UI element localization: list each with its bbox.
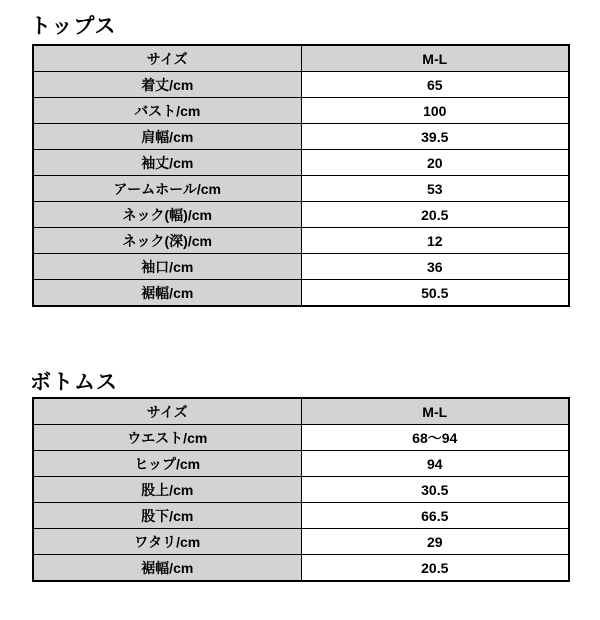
size-column-header: サイズ <box>33 45 301 72</box>
measure-value-cell: 39.5 <box>301 124 569 150</box>
section-title-bottoms: ボトムス <box>30 371 118 394</box>
measure-value-cell: 68～94 <box>301 425 569 451</box>
size-column-header: サイズ <box>33 398 301 425</box>
measure-value-cell: 30.5 <box>301 477 569 503</box>
table-row <box>33 72 569 98</box>
table-row <box>33 98 569 124</box>
tops-size-table <box>32 44 570 307</box>
measure-label-cell: 着丈/cm <box>33 72 301 98</box>
measure-value-cell: 53 <box>301 176 569 202</box>
measure-label-cell: ネック(幅)/cm <box>33 202 301 228</box>
table-row <box>33 150 569 176</box>
table-row <box>33 555 569 582</box>
table-row <box>33 254 569 280</box>
table-row <box>33 477 569 503</box>
table-row <box>33 503 569 529</box>
measure-value-cell: 50.5 <box>301 280 569 307</box>
table-header-row <box>33 45 569 72</box>
measure-label-cell: 股下/cm <box>33 503 301 529</box>
measure-value-cell: 65 <box>301 72 569 98</box>
table-header-row <box>33 398 569 425</box>
table-row <box>33 451 569 477</box>
table-row <box>33 280 569 307</box>
measure-label-cell: ワタリ/cm <box>33 529 301 555</box>
section-title-tops: トップス <box>30 15 117 38</box>
measure-value-cell: 20.5 <box>301 555 569 582</box>
size-value-header: M-L <box>301 45 569 72</box>
measure-value-cell: 20 <box>301 150 569 176</box>
measure-label-cell: 袖丈/cm <box>33 150 301 176</box>
measure-value-cell: 29 <box>301 529 569 555</box>
table-row <box>33 124 569 150</box>
table-row <box>33 202 569 228</box>
measure-label-cell: 裾幅/cm <box>33 280 301 307</box>
bottoms-size-table <box>32 397 570 582</box>
table-row <box>33 425 569 451</box>
measure-value-cell: 12 <box>301 228 569 254</box>
measure-label-cell: ネック(深)/cm <box>33 228 301 254</box>
measure-value-cell: 94 <box>301 451 569 477</box>
size-value-header: M-L <box>301 398 569 425</box>
measure-label-cell: ヒップ/cm <box>33 451 301 477</box>
measure-label-cell: 袖口/cm <box>33 254 301 280</box>
measure-value-cell: 20.5 <box>301 202 569 228</box>
measure-value-cell: 66.5 <box>301 503 569 529</box>
measure-label-cell: ウエスト/cm <box>33 425 301 451</box>
measure-label-cell: 肩幅/cm <box>33 124 301 150</box>
table-row <box>33 529 569 555</box>
measure-label-cell: アームホール/cm <box>33 176 301 202</box>
measure-label-cell: 裾幅/cm <box>33 555 301 582</box>
table-row <box>33 176 569 202</box>
table-row <box>33 228 569 254</box>
measure-label-cell: バスト/cm <box>33 98 301 124</box>
measure-label-cell: 股上/cm <box>33 477 301 503</box>
measure-value-cell: 100 <box>301 98 569 124</box>
measure-value-cell: 36 <box>301 254 569 280</box>
